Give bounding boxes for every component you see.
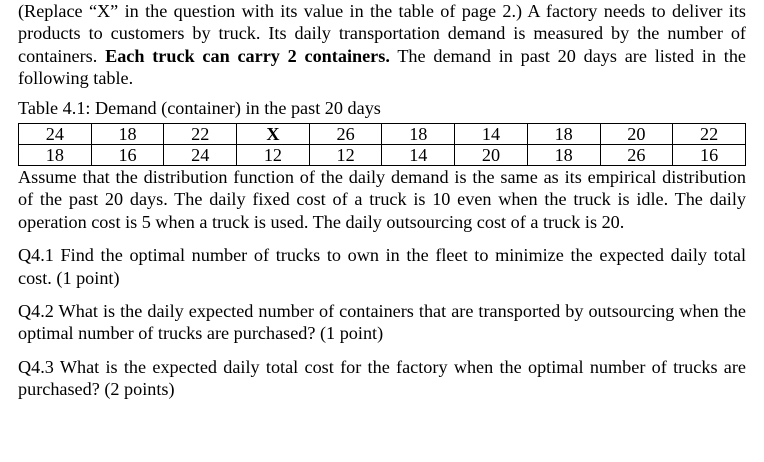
table-cell: 14 [382,145,455,166]
demand-table [18,123,746,166]
table-cell: 20 [455,145,528,166]
table-row [19,145,746,166]
table-caption: Table 4.1: Demand (container) in the past 20 days [18,97,381,118]
table-cell: 18 [527,145,600,166]
intro-text-2: The demand in past 20 days are listed in the following table. [18,45,746,89]
intro-paragraph [18,0,746,90]
table-cell: 20 [600,124,673,145]
intro-bold-text: Each truck can carry 2 containers. [105,45,390,66]
assumption-paragraph: Assume that the distribution function of the daily demand is the same as its empirical distribution of the past 20 days. The daily fixed cost of a truck is 10 even when the truck is idle. The daily operation cost is 5 when a truck is used. The daily outsourcing cost of a truck is 20. [18,167,746,232]
question-4-2: Q4.2 What is the daily expected number of containers that are transported by outsourcing when the optimal number of trucks are purchased? (1 point) [18,301,746,344]
question-4-3: Q4.3 What is the expected daily total cost for the factory when the optimal number of trucks are purchased? (2 points) [18,356,746,400]
table-cell: 22 [164,124,237,145]
table-cell: 18 [527,124,600,145]
table-cell: 24 [19,124,92,145]
table-cell: 14 [455,124,528,145]
table-row [19,124,746,145]
table-cell: 18 [91,124,164,145]
table-cell: 16 [673,145,746,166]
table-cell: 22 [673,124,746,145]
table-cell: 18 [382,124,455,145]
question-4-1: Q4.1 Find the optimal number of trucks to own in the fleet to minimize the expected daily total cost. (1 point) [18,245,746,288]
table-cell: 16 [91,145,164,166]
table-cell: 26 [600,145,673,166]
table-cell: 24 [164,145,237,166]
table-cell: 12 [237,145,310,166]
intro-text-1: (Replace “X” in the question with its value in the table of page 2.) A factory needs to deliver its products to customers by truck. Its daily transportation demand is measured by the number of containers. [18,1,746,66]
table-cell: 12 [309,145,382,166]
table-cell: 18 [19,145,92,166]
table-cell-x: X [237,124,310,145]
table-cell: 26 [309,124,382,145]
